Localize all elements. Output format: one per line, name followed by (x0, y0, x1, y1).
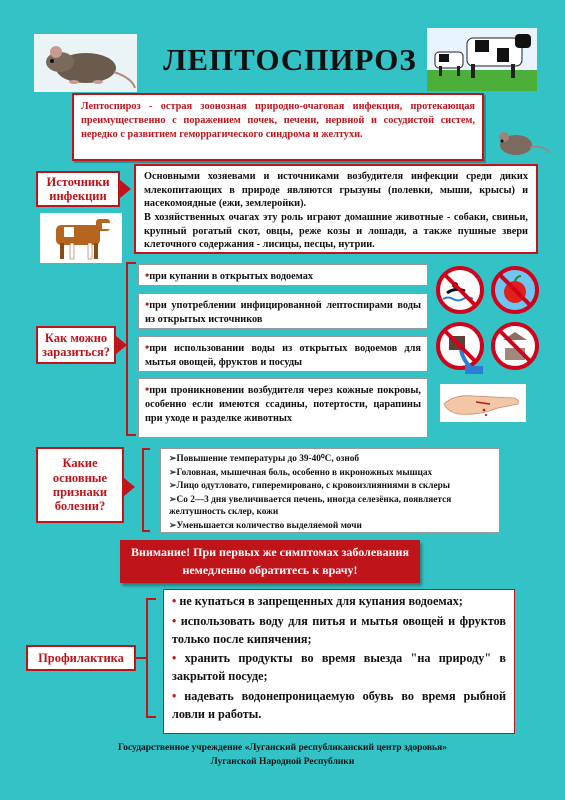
bullet-icon: • (172, 689, 185, 704)
symptoms-arrow (124, 478, 135, 496)
prevention-list (163, 589, 515, 734)
infection-arrow (116, 336, 127, 354)
infection-bracket (126, 262, 136, 436)
symptoms-label: Какие основные признаки болезни? (36, 447, 124, 523)
way-text: при купании в открытых водоемах (149, 271, 313, 282)
prevention-text: хранить продукты во время выезда "на природу" в закрытой посуде; (172, 651, 506, 684)
symptoms-list (160, 448, 500, 533)
intro-text: Лептоспироз - острая зоонозная природно-очаговая инфекция, протекающая преимущественно с поражением почек, печени, нервной и сосудистой систем, нередко с развитием геморрагического синдрома и желтухи. (72, 93, 484, 161)
way-item (138, 264, 428, 286)
bullet-icon: • (145, 340, 150, 354)
prevention-text: не купаться в запрещенных для купания водоемах; (179, 594, 463, 608)
sources-label: Источники инфекции (36, 171, 120, 207)
way-item (138, 336, 428, 372)
no-apple-icon (490, 265, 540, 315)
way-text: при употреблении инфицированной лептоспирами воды из открытых источников (145, 300, 421, 325)
no-well-icon (490, 322, 540, 377)
sources-arrow (120, 180, 131, 198)
symptoms-bracket (142, 448, 150, 532)
bullet-icon: • (172, 594, 180, 608)
prevention-item (172, 613, 506, 649)
page-title: ЛЕПТОСПИРОЗ (163, 42, 417, 77)
bullet-icon: • (172, 651, 185, 666)
symptom-item: ➢ Уменьшается количество выделяемой мочи (169, 519, 491, 533)
bullet-icon: • (145, 297, 150, 311)
prevention-connector (136, 657, 148, 659)
prevention-label: Профилактика (26, 645, 136, 671)
way-item (138, 293, 428, 329)
sources-text-2: В хозяйственных очагах эту роль играют домашние животные - собаки, свиньи, крупный рогатый скот, овцы, реже козы и лошади, а также пушные звери клеточного содержания - лисицы, песцы, нутрии. (144, 212, 528, 251)
symptom-item: ➢ Со 2—3 дня увеличивается печень, иногда селезёнка, появляется желтушность склер, кожи (169, 493, 491, 519)
no-swimming-icon (435, 265, 485, 315)
way-text: при использовании воды из открытых водоемов для мытья овощей, фруктов и посуды (145, 343, 421, 368)
bullet-icon: • (145, 268, 150, 282)
way-item (138, 378, 428, 438)
bullet-icon: • (145, 382, 150, 396)
prevention-item (172, 688, 506, 724)
prevention-text: надевать водонепроницаемую обувь во время рыбной ловли и работы. (172, 689, 506, 721)
infection-label: Как можно заразиться? (36, 326, 116, 364)
cows-image (427, 28, 537, 91)
prevention-text: использовать воду для питья и мытья овощей и фруктов только после кипячения; (172, 613, 506, 646)
no-dirty-water-icon (435, 322, 485, 377)
mouse-image (492, 123, 552, 161)
symptom-item: ➢ Лицо одутловато, гиперемировано, с кровоизлияниями в склеры (169, 479, 491, 493)
way-text: при проникновении возбудителя через кожные покровы, особенно если имеются ссадины, потертости, царапины при уходе и разделке животных (145, 385, 421, 424)
footer-line-1: Государственное учреждение «Луганский республиканский центр здоровья» (118, 743, 447, 753)
bullet-icon: • (172, 613, 181, 628)
symptom-item: ➢ Повышение температуры до 39-40⁰С, озноб (169, 452, 491, 466)
footer (40, 742, 525, 770)
footer-line-2: Луганской Народной Республики (210, 756, 355, 767)
symptom-item: ➢ Головная, мышечная боль, особенно в икроножных мышцах (169, 466, 491, 480)
calf-image (40, 213, 122, 263)
warning-banner: Внимание! При первых же симптомах заболевания немедленно обратитесь к врачу! (120, 540, 420, 583)
sources-text-1: Основными хозяевами и источниками возбудителя инфекции среди диких млекопитающих в природе являются грызуны (полевки, мыши, крысы) и насекомоядные (ежи, землеройки). (144, 171, 528, 210)
rat-image (34, 34, 137, 92)
prevention-item (172, 593, 506, 611)
sources-text (134, 164, 538, 254)
wounded-hand-image (440, 384, 526, 422)
prevention-item (172, 650, 506, 686)
